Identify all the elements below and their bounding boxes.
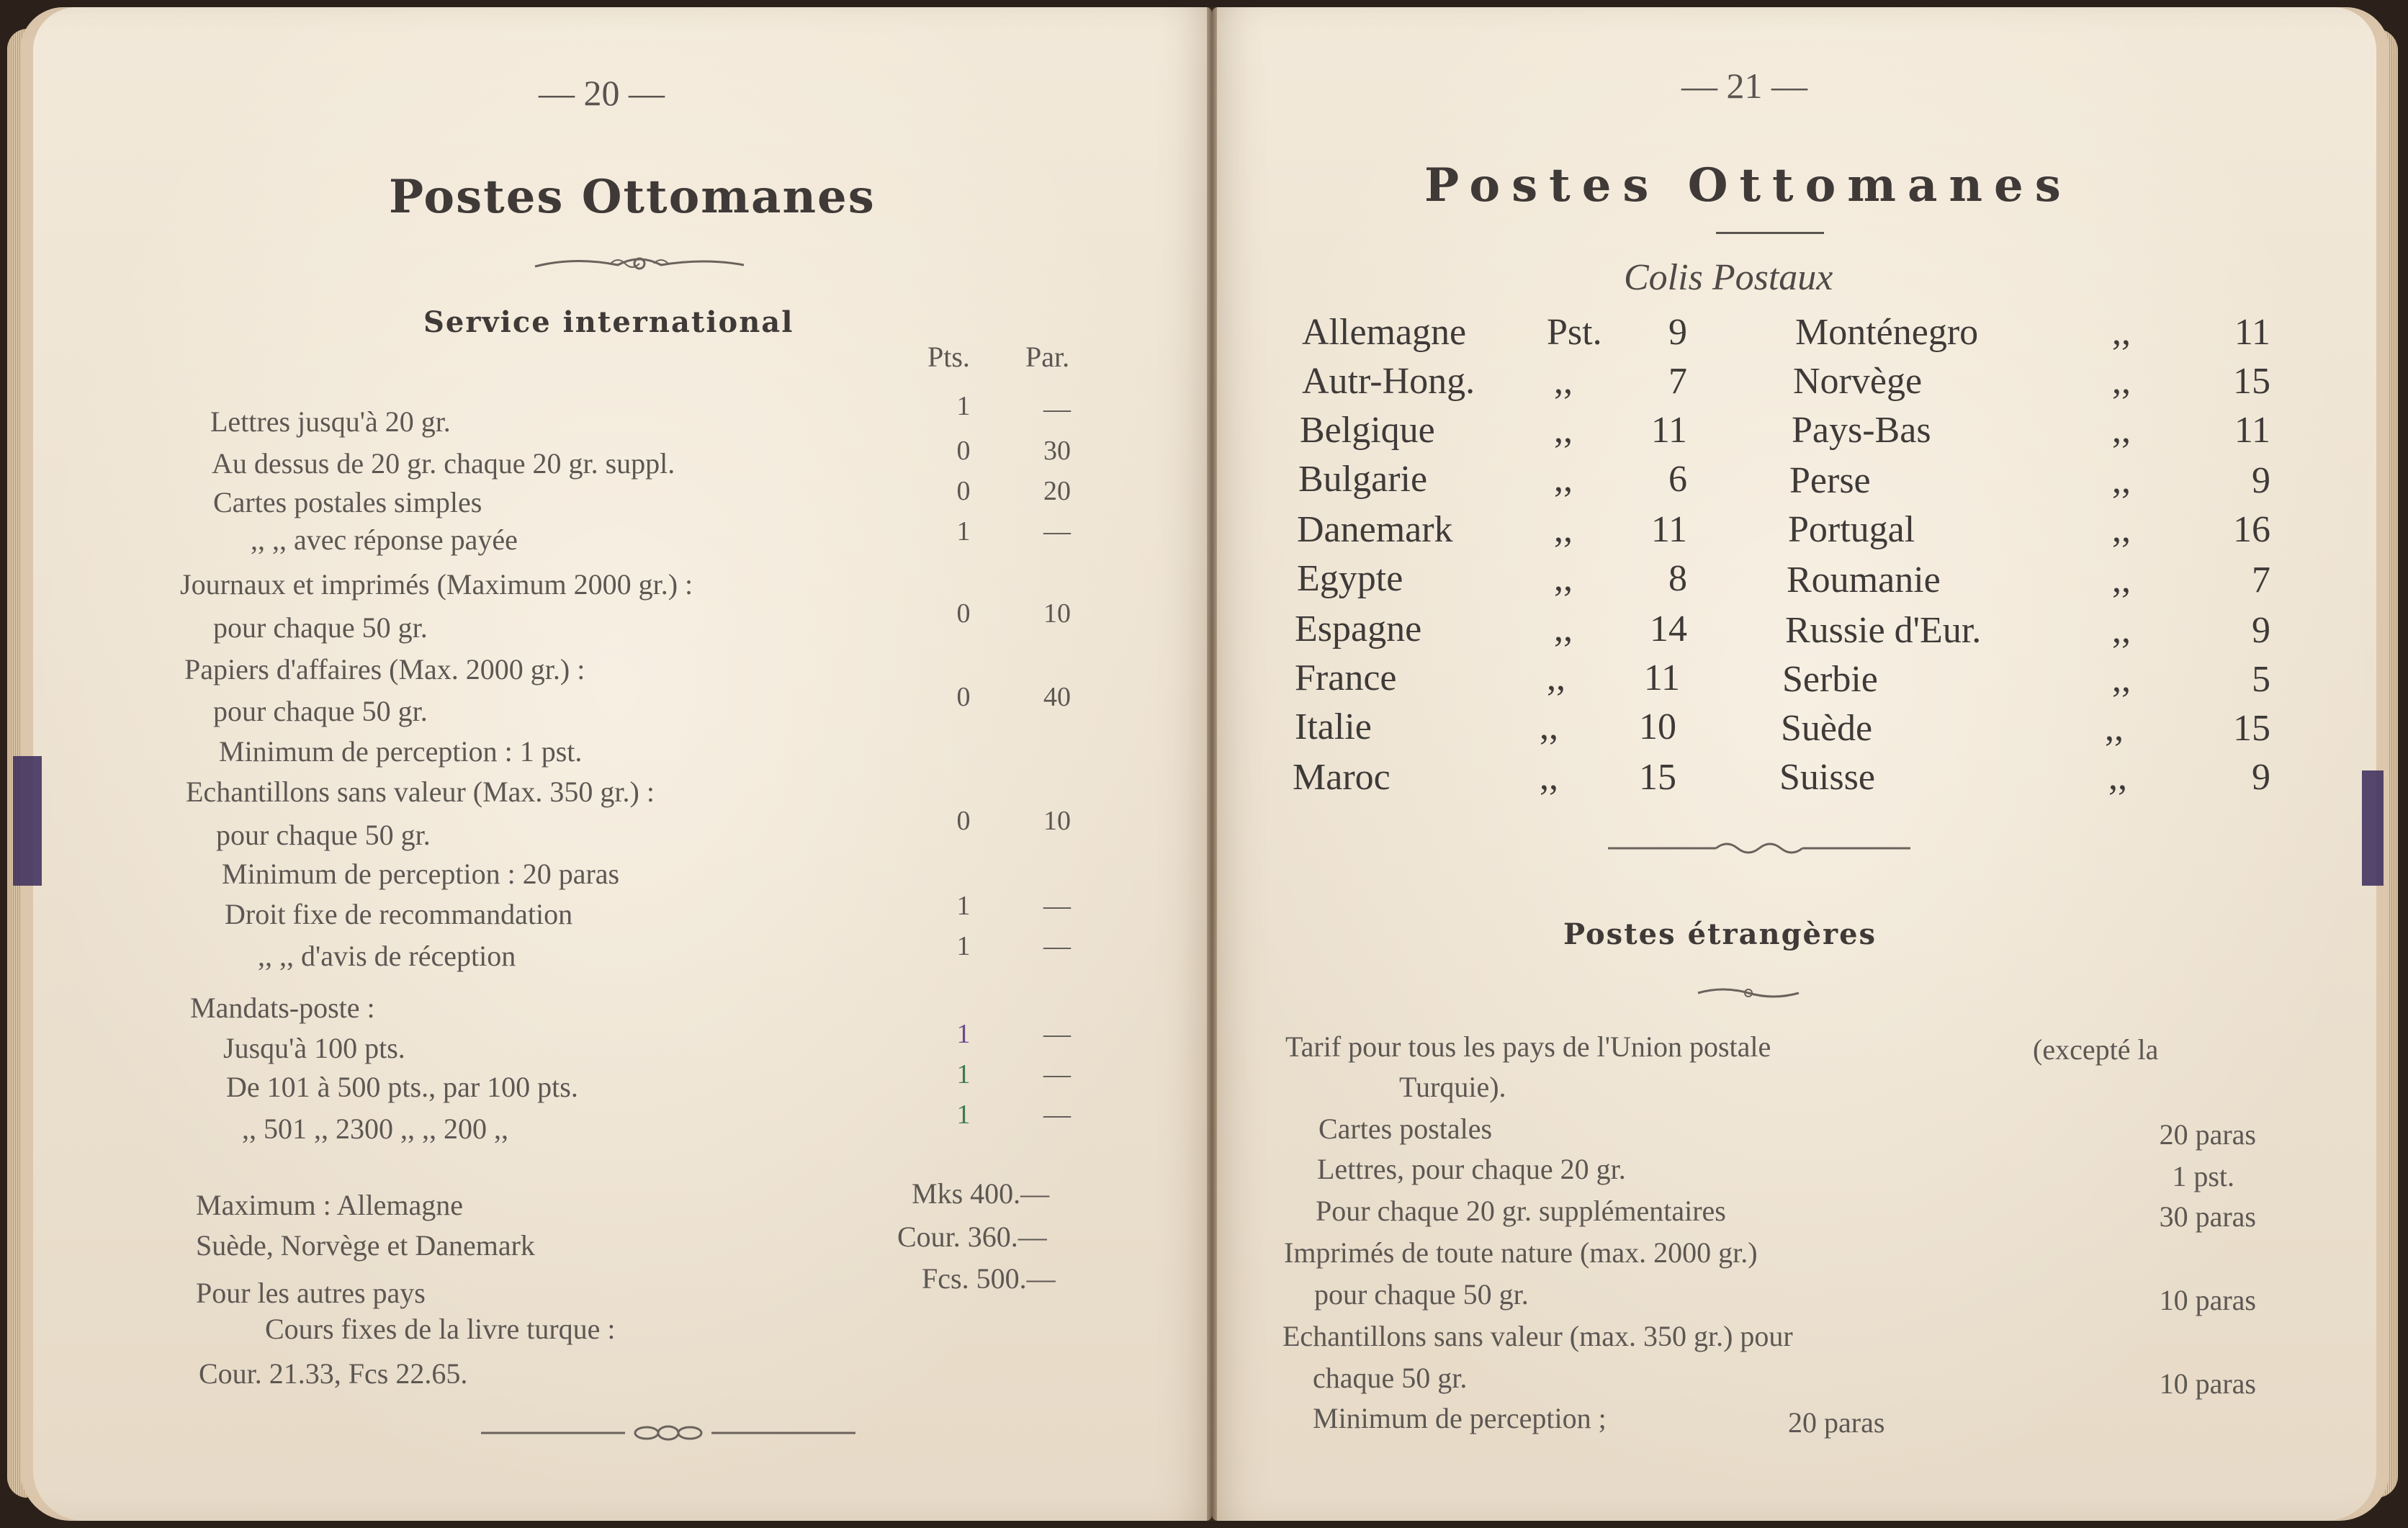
foreign-rate-value: 10 paras — [2159, 1367, 2256, 1400]
unit: ,, — [1554, 608, 1573, 650]
rate-row-label: Journaux et imprimés (Maximum 2000 gr.) : — [180, 568, 693, 601]
rate-row-label: Echantillons sans valeur (Max. 350 gr.) : — [186, 776, 655, 808]
tarif-text-continued: Turquie). — [1399, 1071, 1506, 1103]
rate-row-label: Cartes postales simples — [213, 486, 482, 518]
rate-par: 20 — [1043, 476, 1071, 506]
rate-value: 7 — [2252, 559, 2270, 601]
rate-pts: 0 — [956, 436, 971, 466]
rate-row-label: ,, 501 ,, 2300 ,, ,, 200 ,, — [242, 1113, 508, 1145]
rate-pts: 0 — [956, 598, 971, 629]
unit: ,, — [1547, 657, 1565, 698]
unit: ,, — [1540, 706, 1558, 747]
unit: ,, — [2105, 708, 2124, 749]
rate-value: 11 — [1643, 657, 1680, 698]
foreign-rate-value: 10 paras — [2159, 1284, 2256, 1316]
rate-row-label: Minimum de perception : 1 pst. — [219, 735, 583, 768]
unit: ,, — [1540, 757, 1558, 798]
rate-par: — — [1043, 1019, 1071, 1049]
rate-value: 9 — [2252, 610, 2270, 651]
foreign-rate-label: Pour chaque 20 gr. supplémentaires — [1316, 1195, 1726, 1227]
country-name: Allemagne — [1302, 312, 1467, 353]
rate-row-label: Papiers d'affaires (Max. 2000 gr.) : — [184, 653, 585, 686]
rate-pts: 1 — [956, 931, 971, 961]
rate-value: 15 — [1639, 757, 1676, 798]
title-underline — [1716, 232, 1824, 234]
rate-par: — — [1043, 1100, 1071, 1130]
foreign-rate-label: Lettres, pour chaque 20 gr. — [1317, 1153, 1626, 1185]
maximum-value: Cour. 360.— — [897, 1221, 1047, 1253]
rate-row-label: Jusqu'à 100 pts. — [223, 1032, 405, 1064]
page-title: Postes Ottomanes — [1424, 158, 2072, 212]
foreign-rate-label: Cartes postales — [1318, 1113, 1493, 1145]
rate-value: 11 — [2234, 410, 2270, 451]
country-name: Maroc — [1293, 757, 1391, 798]
unit: ,, — [2112, 659, 2131, 700]
exchange-rate-label: Cours fixes de la livre turque : — [265, 1313, 616, 1345]
right-ribbon-marker — [2362, 770, 2384, 886]
rate-pts: 1 — [956, 1019, 971, 1049]
country-name: Bulgarie — [1298, 459, 1428, 500]
country-name: Espagne — [1295, 608, 1422, 650]
rate-row-label: pour chaque 50 gr. — [213, 611, 428, 644]
rate-value: 10 — [1639, 706, 1676, 747]
maximum-value: Fcs. 500.— — [922, 1262, 1056, 1295]
country-name: Roumanie — [1787, 559, 1941, 601]
rate-value: 8 — [1668, 558, 1687, 599]
unit: ,, — [2112, 312, 2131, 353]
maximum-label: Pour les autres pays — [196, 1277, 426, 1309]
rate-row-label: Mandats-poste : — [190, 992, 375, 1024]
rate-par: — — [1043, 516, 1071, 547]
right-page — [1212, 7, 2389, 1521]
country-name: Portugal — [1788, 509, 1915, 550]
country-name: Autr-Hong. — [1302, 361, 1475, 402]
unit: ,, — [2108, 757, 2127, 798]
country-name: Belgique — [1300, 410, 1435, 451]
rate-value: 16 — [2233, 509, 2270, 550]
foreign-rate-label: Imprimés de toute nature (max. 2000 gr.) — [1284, 1236, 1758, 1269]
rate-pts: 0 — [956, 806, 971, 836]
rate-par: 10 — [1043, 806, 1071, 836]
left-page — [20, 7, 1212, 1521]
rate-pts: 1 — [956, 516, 971, 547]
rate-row-label: ,, ,, avec réponse payée — [251, 523, 518, 556]
country-name: Russie d'Eur. — [1785, 610, 1982, 651]
country-name: Norvège — [1793, 361, 1923, 402]
maximum-label: Suède, Norvège et Danemark — [196, 1229, 535, 1262]
rate-par: 10 — [1043, 598, 1071, 629]
rate-value: 7 — [1668, 361, 1687, 402]
minimum-label: Minimum de perception ; — [1313, 1402, 1607, 1434]
column-header-par: Par. — [1025, 341, 1070, 373]
unit: ,, — [1554, 558, 1573, 599]
section-subtitle: Colis Postaux — [1624, 257, 1833, 298]
tarif-text: Tarif pour tous les pays de l'Union postale — [1285, 1030, 1771, 1063]
foreign-section-title: Postes étrangères — [1563, 917, 1877, 951]
country-name: Egypte — [1297, 558, 1403, 599]
country-name: Perse — [1789, 460, 1871, 501]
tarif-exception: (excepté la — [2033, 1033, 2159, 1066]
unit: ,, — [2112, 460, 2131, 501]
rate-pts: 0 — [956, 682, 971, 712]
country-name: Serbie — [1782, 659, 1878, 700]
unit: ,, — [2112, 410, 2131, 451]
rate-row-label: De 101 à 500 pts., par 100 pts. — [226, 1071, 578, 1103]
small-flourish-icon — [1694, 982, 1802, 1004]
column-header-pts: Pts. — [927, 341, 970, 373]
rate-value: 5 — [2252, 659, 2270, 700]
rate-value: 9 — [2252, 460, 2270, 501]
unit: Pst. — [1547, 312, 1602, 353]
foreign-rate-value: 30 paras — [2159, 1200, 2256, 1233]
rate-row-label: Droit fixe de recommandation — [225, 898, 573, 930]
rate-row-label: pour chaque 50 gr. — [216, 819, 431, 851]
book-gutter — [1207, 7, 1217, 1521]
rate-par: — — [1043, 931, 1071, 961]
rate-value: 11 — [2234, 312, 2270, 353]
country-name: Suisse — [1779, 757, 1875, 798]
foreign-rate-label: Echantillons sans valeur (max. 350 gr.) pour — [1282, 1320, 1793, 1352]
unit: ,, — [2112, 559, 2131, 601]
foreign-rate-label: chaque 50 gr. — [1313, 1362, 1468, 1394]
rate-value: 15 — [2233, 708, 2270, 749]
unit: ,, — [2112, 509, 2131, 550]
country-name: Monténegro — [1795, 312, 1979, 353]
rate-row-label: Minimum de perception : 20 paras — [222, 858, 620, 890]
rate-pts: 1 — [956, 391, 971, 421]
foreign-rate-value: 1 pst. — [2172, 1160, 2234, 1192]
unit: ,, — [2112, 610, 2131, 651]
rate-pts: 1 — [956, 891, 971, 921]
rate-par: — — [1043, 891, 1071, 921]
rate-value: 15 — [2233, 361, 2270, 402]
unit: ,, — [1554, 459, 1573, 500]
rate-value: 9 — [2252, 757, 2270, 798]
maximum-value: Mks 400.— — [912, 1177, 1050, 1210]
rate-value: 9 — [1668, 312, 1687, 353]
country-name: Pays-Bas — [1792, 410, 1931, 451]
rate-value: 11 — [1650, 410, 1687, 451]
page-title: Postes Ottomanes — [389, 170, 876, 224]
rate-par: — — [1043, 394, 1071, 424]
page-number: — 20 — — [539, 73, 665, 113]
country-name: France — [1295, 657, 1397, 698]
country-name: Italie — [1295, 706, 1372, 747]
rate-row-label: Lettres jusqu'à 20 gr. — [210, 405, 451, 438]
divider-ornament-icon — [1608, 835, 1910, 861]
foreign-rate-value: 20 paras — [2159, 1118, 2256, 1151]
country-name: Danemark — [1297, 509, 1453, 550]
rate-value: 6 — [1668, 459, 1687, 500]
page-number: — 21 — — [1681, 66, 1807, 106]
rate-par: — — [1043, 1059, 1071, 1089]
minimum-value: 20 paras — [1788, 1406, 1885, 1439]
rate-row-label: ,, ,, d'avis de réception — [258, 940, 516, 972]
unit: ,, — [1554, 509, 1573, 550]
foreign-rate-label: pour chaque 50 gr. — [1314, 1278, 1529, 1311]
rate-pts: 1 — [956, 1100, 971, 1130]
rate-pts: 0 — [956, 476, 971, 506]
country-name: Suède — [1781, 708, 1873, 749]
rate-pts: 1 — [956, 1059, 971, 1089]
left-ribbon-marker — [13, 756, 42, 886]
bottom-rule-ornament-icon — [481, 1420, 855, 1446]
exchange-rate-values: Cour. 21.33, Fcs 22.65. — [199, 1357, 468, 1390]
unit: ,, — [1554, 361, 1573, 402]
rate-row-label: Au dessus de 20 gr. chaque 20 gr. suppl. — [212, 447, 675, 480]
flourish-ornament-icon — [531, 251, 747, 279]
rate-value: 11 — [1650, 509, 1687, 550]
rate-par: 40 — [1043, 682, 1071, 712]
section-subtitle: Service international — [423, 305, 794, 339]
rate-row-label: pour chaque 50 gr. — [213, 695, 428, 727]
rate-value: 14 — [1650, 608, 1687, 650]
rate-par: 30 — [1043, 436, 1071, 466]
maximum-label: Maximum : Allemagne — [196, 1189, 464, 1221]
unit: ,, — [1554, 410, 1573, 451]
unit: ,, — [2112, 361, 2131, 402]
